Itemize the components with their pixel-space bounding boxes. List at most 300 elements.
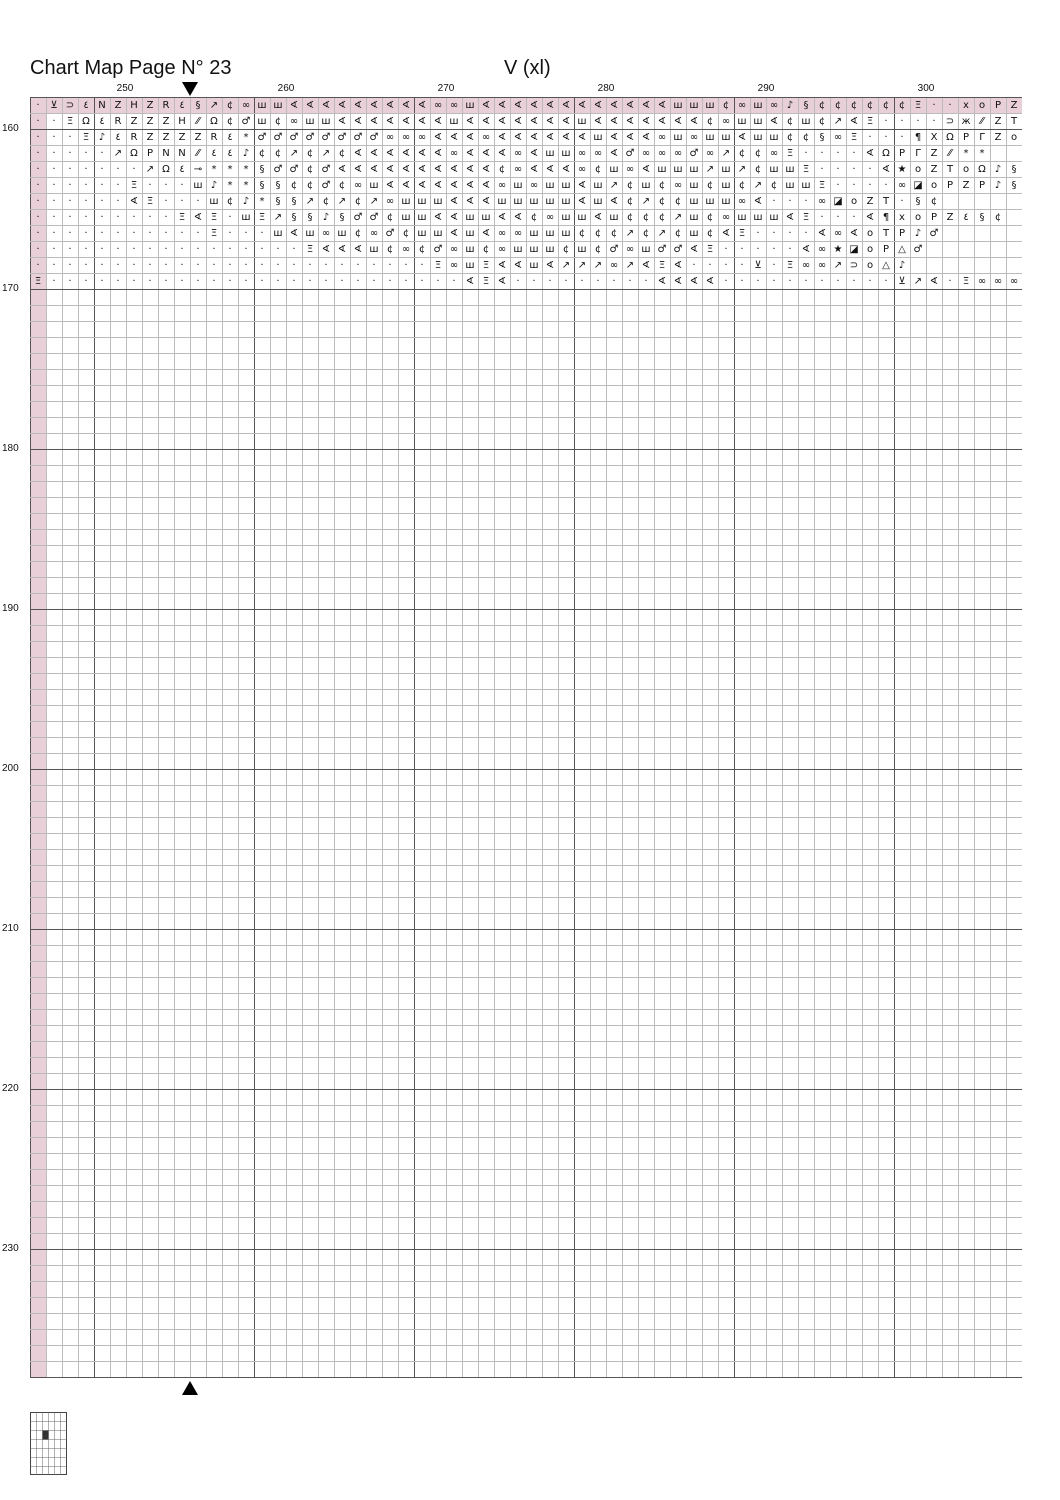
page-title: Chart Map Page N° 23 [30,57,232,79]
stitch-symbol: ↗ [305,196,315,207]
stitch-symbol: ш [401,196,411,207]
stitch-symbol: · [36,148,40,159]
center-marker-bottom-icon [182,1381,198,1395]
stitch-symbol: · [132,212,136,223]
stitch-symbol: T [1010,116,1018,127]
stitch-symbol: ∢ [337,100,347,111]
stitch-symbol: · [420,276,424,287]
stitch-symbol: ∞ [529,180,539,191]
stitch-symbol: ٤ [179,100,185,111]
stitch-symbol: ∞ [609,260,619,271]
stitch-symbol: ↗ [673,212,683,223]
stitch-symbol: ♪ [242,196,250,207]
stitch-symbol: Ω [162,164,170,175]
stitch-symbol: · [244,228,248,239]
stitch-symbol: · [132,244,136,255]
stitch-symbol: ∞ [689,132,699,143]
stitch-symbol: · [772,196,776,207]
stitch-symbol: ¢ [722,100,730,111]
stitch-symbol: ∢ [641,164,651,175]
stitch-symbol: ш [593,196,603,207]
stitch-symbol: ш [545,244,555,255]
stitch-symbol: Ξ [210,212,218,223]
stitch-symbol: ∢ [513,132,523,143]
stitch-symbol: * [227,164,233,175]
stitch-symbol: ш [465,228,475,239]
stitch-symbol: ↗ [913,276,923,287]
stitch-symbol: ↗ [833,260,843,271]
stitch-symbol: ¢ [386,212,394,223]
stitch-symbol: ¢ [786,116,794,127]
stitch-symbol: Ξ [306,244,314,255]
stitch-symbol: ∞ [353,180,363,191]
stitch-symbol: ш [721,180,731,191]
stitch-symbol: · [164,196,168,207]
stitch-symbol: ∢ [625,116,635,127]
stitch-symbol: ш [737,212,747,223]
stitch-symbol: · [340,260,344,271]
stitch-symbol: ◪ [833,196,843,207]
stitch-symbol: · [212,244,216,255]
stitch-symbol: ∢ [497,260,507,271]
stitch-symbol: ш [257,116,267,127]
stitch-symbol: ∢ [433,132,443,143]
stitch-symbol: ↗ [657,228,667,239]
stitch-symbol: ш [577,116,587,127]
stitch-symbol: ¢ [530,212,538,223]
stitch-symbol: ∢ [673,260,683,271]
stitch-symbol: ∢ [929,276,939,287]
stitch-symbol: · [900,132,904,143]
stitch-symbol: § [275,196,281,207]
stitch-symbol: · [52,244,56,255]
stitch-symbol: ∞ [449,260,459,271]
stitch-symbol: ¢ [226,196,234,207]
stitch-symbol: ш [801,180,811,191]
stitch-symbol: Ξ [786,148,794,159]
stitch-symbol: ш [753,116,763,127]
stitch-symbol: · [708,260,712,271]
stitch-symbol: ∢ [785,212,795,223]
stitch-symbol: ∞ [897,180,907,191]
stitch-symbol: ¢ [898,100,906,111]
stitch-symbol: · [404,276,408,287]
row-number: 170 [2,283,19,294]
stitch-symbol: ¢ [274,148,282,159]
stitch-symbol: ш [737,116,747,127]
stitch-symbol: P [898,148,906,159]
stitch-symbol: · [516,276,520,287]
stitch-symbol: o [914,212,922,223]
stitch-symbol: ∢ [417,164,427,175]
stitch-symbol: · [36,260,40,271]
stitch-symbol: · [36,212,40,223]
stitch-symbol: ш [529,228,539,239]
stitch-symbol: ∢ [737,132,747,143]
stitch-symbol: ¢ [594,164,602,175]
stitch-symbol: ∞ [385,196,395,207]
stitch-symbol: ¢ [338,180,346,191]
stitch-symbol: ¢ [802,132,810,143]
stitch-symbol: ∢ [353,164,363,175]
stitch-symbol: ∢ [497,148,507,159]
stitch-symbol: H [178,116,186,127]
stitch-symbol: ∢ [465,148,475,159]
stitch-symbol: ⊃ [945,116,955,127]
stitch-symbol: ∞ [721,212,731,223]
stitch-symbol: ∞ [449,244,459,255]
stitch-symbol: ш [689,180,699,191]
stitch-symbol: · [116,244,120,255]
stitch-symbol: ∢ [449,196,459,207]
stitch-symbol: ш [657,164,667,175]
stitch-symbol: ¢ [338,148,346,159]
stitch-symbol: ∢ [641,116,651,127]
stitch-symbol: Ξ [82,132,90,143]
stitch-symbol: ∢ [609,148,619,159]
stitch-symbol: · [196,196,200,207]
stitch-symbol: P [882,244,890,255]
stitch-symbol: ш [273,100,283,111]
stitch-symbol: ∢ [401,116,411,127]
stitch-symbol: · [948,100,952,111]
stitch-symbol: ∢ [289,228,299,239]
stitch-symbol: · [132,276,136,287]
stitch-symbol: · [52,180,56,191]
column-number: 290 [757,83,775,94]
stitch-symbol: ٤ [963,212,969,223]
stitch-symbol: ♪ [242,148,250,159]
stitch-symbol: · [52,132,56,143]
stitch-symbol: ♂ [625,148,635,159]
column-number: 270 [437,83,455,94]
stitch-symbol: Ξ [786,260,794,271]
stitch-symbol: ∢ [657,276,667,287]
stitch-symbol: § [291,212,297,223]
stitch-symbol: Ξ [178,212,186,223]
stitch-symbol: ∢ [529,100,539,111]
stitch-symbol: ♂ [609,244,619,255]
stitch-symbol: P [978,180,986,191]
stitch-symbol: ∞ [449,148,459,159]
stitch-symbol: ↗ [625,260,635,271]
stitch-symbol: ♪ [786,100,794,111]
stitch-symbol: · [164,212,168,223]
stitch-symbol: ♪ [898,260,906,271]
stitch-symbol: · [36,100,40,111]
stitch-symbol: ∢ [689,276,699,287]
stitch-symbol: · [36,196,40,207]
stitch-symbol: ∞ [705,148,715,159]
stitch-symbol: ∢ [529,148,539,159]
stitch-symbol: ¢ [658,212,666,223]
stitch-symbol: Ω [82,116,90,127]
stitch-symbol: · [756,276,760,287]
stitch-symbol: · [212,260,216,271]
stitch-symbol: ш [401,212,411,223]
stitch-symbol: ш [609,164,619,175]
stitch-symbol: ∢ [369,164,379,175]
stitch-symbol: · [100,180,104,191]
stitch-symbol: ¢ [322,196,330,207]
stitch-symbol: ∞ [401,132,411,143]
stitch-symbol: ∢ [641,260,651,271]
stitch-symbol: ♂ [273,164,283,175]
stitch-symbol: · [68,228,72,239]
stitch-symbol: Ξ [130,180,138,191]
stitch-symbol: Γ [915,148,921,159]
stitch-symbol: · [180,276,184,287]
stitch-symbol: ш [561,180,571,191]
stitch-symbol: * [979,148,985,159]
stitch-symbol: · [84,276,88,287]
stitch-symbol: ∞ [737,196,747,207]
stitch-symbol: · [148,228,152,239]
stitch-symbol: ∞ [497,228,507,239]
stitch-symbol: · [116,196,120,207]
stitch-symbol: T [882,228,890,239]
stitch-symbol: x [963,100,969,111]
stitch-symbol: ¢ [626,196,634,207]
stitch-symbol: ∢ [689,116,699,127]
stitch-symbol: · [228,212,232,223]
stitch-symbol: ⁄⁄ [196,116,200,127]
stitch-symbol: T [946,164,954,175]
stitch-symbol: P [946,180,954,191]
stitch-symbol: ∢ [369,148,379,159]
stitch-symbol: ∢ [401,148,411,159]
stitch-symbol: ∞ [737,100,747,111]
stitch-symbol: ∢ [753,196,763,207]
stitch-symbol: ∞ [321,228,331,239]
stitch-symbol: § [979,212,985,223]
stitch-symbol: ¢ [642,212,650,223]
stitch-symbol: ∢ [513,260,523,271]
stitch-symbol: ∞ [417,132,427,143]
stitch-symbol: ◪ [849,244,859,255]
stitch-symbol: ¢ [706,212,714,223]
stitch-symbol: ∢ [337,244,347,255]
stitch-symbol: ∢ [481,148,491,159]
stitch-symbol: Γ [979,132,985,143]
stitch-symbol: ¢ [818,100,826,111]
stitch-symbol: ♂ [305,132,315,143]
stitch-symbol: ¢ [482,244,490,255]
stitch-symbol: · [452,276,456,287]
stitch-symbol: ш [753,100,763,111]
stitch-symbol: · [868,180,872,191]
stitch-symbol: ш [705,196,715,207]
stitch-symbol: ∢ [561,116,571,127]
stitch-symbol: ♂ [273,132,283,143]
stitch-symbol: · [164,260,168,271]
stitch-symbol: ∢ [353,116,363,127]
stitch-symbol: · [164,228,168,239]
stitch-symbol: ¢ [770,180,778,191]
stitch-symbol: · [164,276,168,287]
stitch-symbol: P [146,148,154,159]
stitch-symbol: § [259,180,265,191]
stitch-symbol: ш [545,180,555,191]
stitch-symbol: · [388,276,392,287]
stitch-symbol: ∞ [769,148,779,159]
stitch-symbol: ↗ [145,164,155,175]
stitch-symbol: · [868,132,872,143]
stitch-symbol: ∢ [705,276,715,287]
stitch-symbol: · [324,260,328,271]
stitch-symbol: Ω [946,132,954,143]
stitch-symbol: · [196,276,200,287]
stitch-symbol: ш [561,148,571,159]
stitch-symbol: ∞ [641,148,651,159]
stitch-symbol: Z [930,164,938,175]
stitch-symbol: ∞ [433,100,443,111]
stitch-symbol: ↗ [577,260,587,271]
stitch-symbol: · [532,276,536,287]
stitch-symbol: ¢ [226,100,234,111]
stitch-symbol: ♪ [994,164,1002,175]
stitch-symbol: · [948,276,952,287]
stitch-symbol: ⁄⁄ [980,116,984,127]
stitch-symbol: · [308,276,312,287]
stitch-symbol: ∢ [609,116,619,127]
stitch-symbol: ¢ [306,180,314,191]
stitch-symbol: ш [465,212,475,223]
stitch-symbol: ¢ [818,116,826,127]
stitch-symbol: ∢ [609,196,619,207]
stitch-symbol: ∞ [401,244,411,255]
stitch-symbol: ш [609,212,619,223]
stitch-symbol: Ξ [34,276,42,287]
stitch-symbol: Z [146,116,154,127]
stitch-symbol: * [243,132,249,143]
stitch-symbol: ∢ [545,164,555,175]
stitch-symbol: ♪ [210,180,218,191]
stitch-symbol: § [1011,164,1017,175]
stitch-symbol: · [68,276,72,287]
stitch-symbol: ¢ [674,228,682,239]
stitch-symbol: Ξ [802,164,810,175]
stitch-symbol: ↗ [593,260,603,271]
stitch-symbol: ٤ [83,100,89,111]
stitch-symbol: ш [689,228,699,239]
stitch-symbol: Ξ [962,276,970,287]
stitch-symbol: ∞ [817,260,827,271]
stitch-symbol: ∞ [721,116,731,127]
stitch-symbol: § [1011,180,1017,191]
stitch-symbol: ш [305,116,315,127]
stitch-symbol: ∢ [625,100,635,111]
stitch-symbol: ∢ [433,164,443,175]
stitch-symbol: ш [673,100,683,111]
stitch-symbol: ∢ [401,180,411,191]
stitch-symbol: ∢ [449,164,459,175]
stitch-symbol: ш [785,180,795,191]
stitch-symbol: · [84,244,88,255]
stitch-symbol: X [930,132,938,143]
stitch-symbol: ш [705,100,715,111]
stitch-symbol: ∢ [561,164,571,175]
stitch-symbol: ∢ [497,132,507,143]
stitch-symbol: Ξ [738,228,746,239]
stitch-symbol: Ξ [66,116,74,127]
stitch-symbol: ¢ [626,180,634,191]
row-number: 210 [2,923,19,934]
stitch-symbol: ∢ [433,180,443,191]
stitch-symbol: ¢ [354,196,362,207]
stitch-symbol: · [52,196,56,207]
stitch-symbol: § [259,164,265,175]
stitch-symbol: · [84,180,88,191]
stitch-symbol: · [724,276,728,287]
stitch-symbol: Ξ [866,116,874,127]
stitch-symbol: ∢ [129,196,139,207]
stitch-symbol: · [116,180,120,191]
stitch-symbol: · [404,260,408,271]
stitch-symbol: · [724,244,728,255]
stitch-symbol: ∞ [1009,276,1019,287]
stitch-symbol: · [436,276,440,287]
stitch-symbol: ∢ [465,116,475,127]
size-label: V (xl) [504,57,551,79]
stitch-symbol: ∢ [881,164,891,175]
stitch-symbol: ¢ [306,148,314,159]
stitch-symbol: ш [417,196,427,207]
stitch-symbol: ¢ [642,228,650,239]
stitch-symbol: § [275,180,281,191]
stitch-symbol: ♂ [353,132,363,143]
stitch-symbol: ш [769,212,779,223]
stitch-symbol: · [148,180,152,191]
stitch-symbol: · [756,228,760,239]
stitch-symbol: · [100,228,104,239]
stitch-symbol: Z [866,196,874,207]
stitch-symbol: ∞ [657,132,667,143]
stitch-symbol: § [819,132,825,143]
stitch-symbol: ш [321,116,331,127]
stitch-symbol: · [372,260,376,271]
stitch-symbol: · [36,164,40,175]
stitch-symbol: ↗ [337,196,347,207]
stitch-symbol: ∞ [817,196,827,207]
stitch-symbol: * [963,148,969,159]
stitch-symbol: ∢ [545,132,555,143]
stitch-symbol: · [100,196,104,207]
stitch-symbol: ¢ [850,100,858,111]
stitch-symbol: · [820,212,824,223]
stitch-symbol: ∞ [817,244,827,255]
stitch-symbol: ш [545,196,555,207]
stitch-symbol: § [915,196,921,207]
stitch-symbol: ∢ [641,132,651,143]
stitch-symbol: ∢ [401,164,411,175]
stitch-symbol: · [692,260,696,271]
stitch-symbol: ш [561,228,571,239]
stitch-symbol: ¶ [914,132,922,143]
stitch-symbol: ш [513,244,523,255]
stitch-symbol: · [356,260,360,271]
stitch-symbol: ∢ [465,196,475,207]
stitch-symbol: · [836,148,840,159]
stitch-symbol: ↗ [289,148,299,159]
stitch-symbol: ٤ [99,116,105,127]
stitch-symbol: · [52,116,56,127]
row-number: 200 [2,763,19,774]
stitch-symbol: · [100,164,104,175]
stitch-symbol: ¢ [594,228,602,239]
stitch-symbol: ∞ [769,100,779,111]
stitch-symbol: · [740,276,744,287]
